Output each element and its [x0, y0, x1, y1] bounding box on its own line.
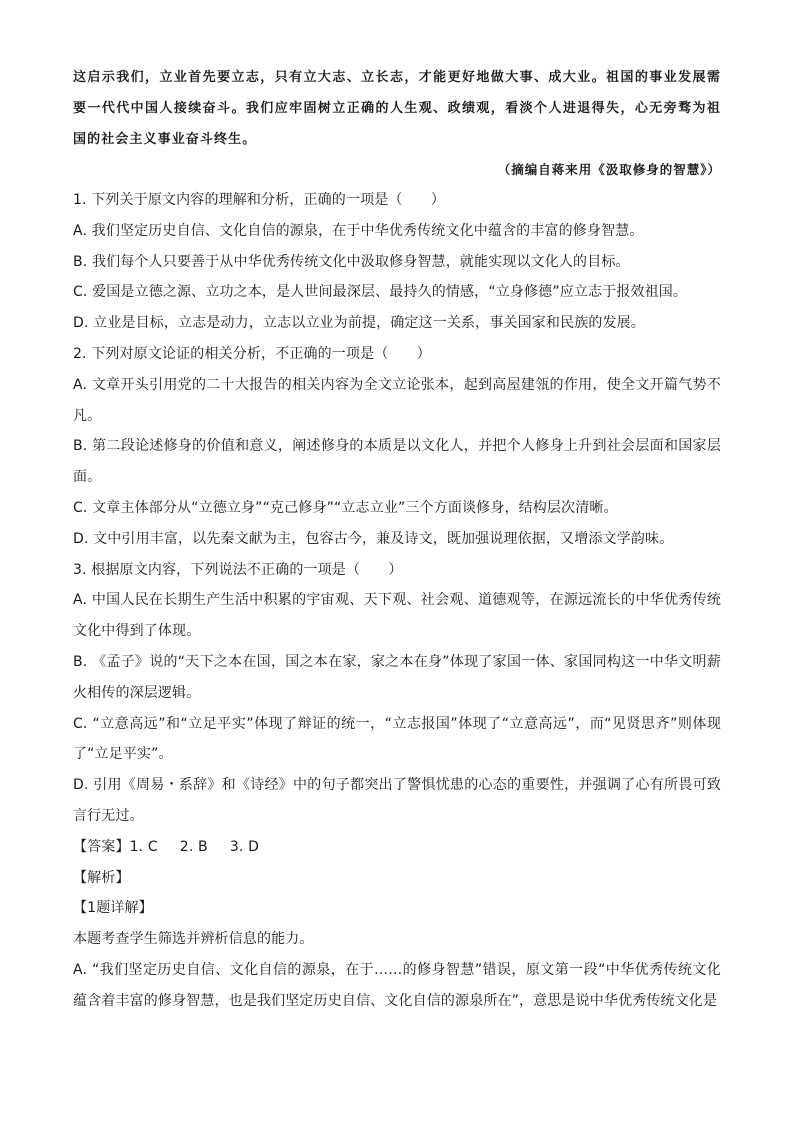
question-3-option-a: A. 中国人民在长期生产生活中积累的宇宙观、天下观、社会观、道德观等，在源远流长的中华优秀传统文化中得到了体现。 [73, 592, 721, 640]
question-3-option-c: C. “立意高远”和“立足平实”体现了辩证的统一，“立志报国”体现了“立意高远”，而“见贤思齐”则体现了“立足平实”。 [73, 715, 721, 763]
question-1-option-b: B. 我们每个人只要善于从中华优秀传统文化中汲取修身智慧，就能实现以文化人的目标。 [73, 253, 630, 270]
question-2-option-c: C. 文章主体部分从“立德立身”“克己修身”“立志立业”三个方面谈修身，结构层次清晰。 [73, 499, 618, 516]
question-1-stem: 1. 下列关于原文内容的理解和分析，正确的一项是（ ） [73, 192, 446, 208]
source-citation: （摘编自蒋来用《汲取修身的智慧》） [497, 162, 721, 177]
question-3-option-b: B. 《孟子》说的“天下之本在国，国之本在家，家之本在身”体现了家国一体、家国同构这一中华文明薪火相传的深层逻辑。 [73, 653, 721, 701]
question-3-option-d: D. 引用《周易・系辞》和《诗经》中的句子都突出了警惧忧患的心态的重要性，并强调了心有所畏可致言行无过。 [73, 777, 721, 824]
question-3-stem: 3. 根据原文内容，下列说法不正确的一项是（ ） [73, 561, 403, 578]
answer-label: 【答案】 [73, 838, 130, 855]
detail-label: 【1题详解】 [73, 900, 153, 917]
analysis-intro: 本题考查学生筛选并辨析信息的能力。 [73, 931, 314, 948]
analysis-text: A. “我们坚定历史自信、文化自信的源泉，在于……的修身智慧”错误，原文第一段“中华优秀传统文化蕴含着丰富的修身智慧，也是我们坚定历史自信、文化自信的源泉所在”，意思是说中华优秀传统文化是 [73, 961, 721, 1009]
answer-item-3: 3. D [229, 838, 260, 855]
question-1-option-c: C. 爱国是立德之源、立功之本，是人世间最深层、最持久的情感，“立身修德”应立志于报效祖国。 [73, 284, 688, 301]
question-2-stem: 2. 下列对原文论证的相关分析，不正确的一项是（ ） [73, 345, 431, 362]
analysis-label: 【解析】 [73, 869, 130, 886]
question-2-option-b: B. 第二段论述修身的价值和意义，阐述修身的本质是以文化人，并把个人修身上升到社会层面和国家层面。 [73, 438, 721, 486]
answer-item-1: 1. C [129, 838, 158, 855]
answer-line [73, 832, 721, 863]
question-1-option-d: D. 立业是目标，立志是动力，立志以立业为前提，确定这一关系，事关国家和民族的发展。 [73, 315, 645, 332]
intro-paragraph: 这启示我们，立业首先要立志，只有立大志、立长志，才能更好地做大事、成大业。祖国的事业发展需要一代代中国人接续奋斗。我们应牢固树立正确的人生观、政绩观，看淡个人进退得失，心无旁骛为祖国的社会主义事业奋斗终生。 [73, 70, 721, 147]
document-page [73, 62, 721, 1017]
question-1-option-a: A. 我们坚定历史自信、文化自信的源泉，在于中华优秀传统文化中蕴含的丰富的修身智慧。 [73, 222, 644, 239]
answer-item-2: 2. B [179, 838, 208, 855]
question-2-option-a: A. 文章开头引用党的二十大报告的相关内容为全文立论张本，起到高屋建瓴的作用，使全文开篇气势不凡。 [73, 376, 721, 424]
question-2-option-d: D. 文中引用丰富，以先秦文献为主，包容古今，兼及诗文，既加强说理依据，又增添文学韵味。 [73, 530, 674, 547]
